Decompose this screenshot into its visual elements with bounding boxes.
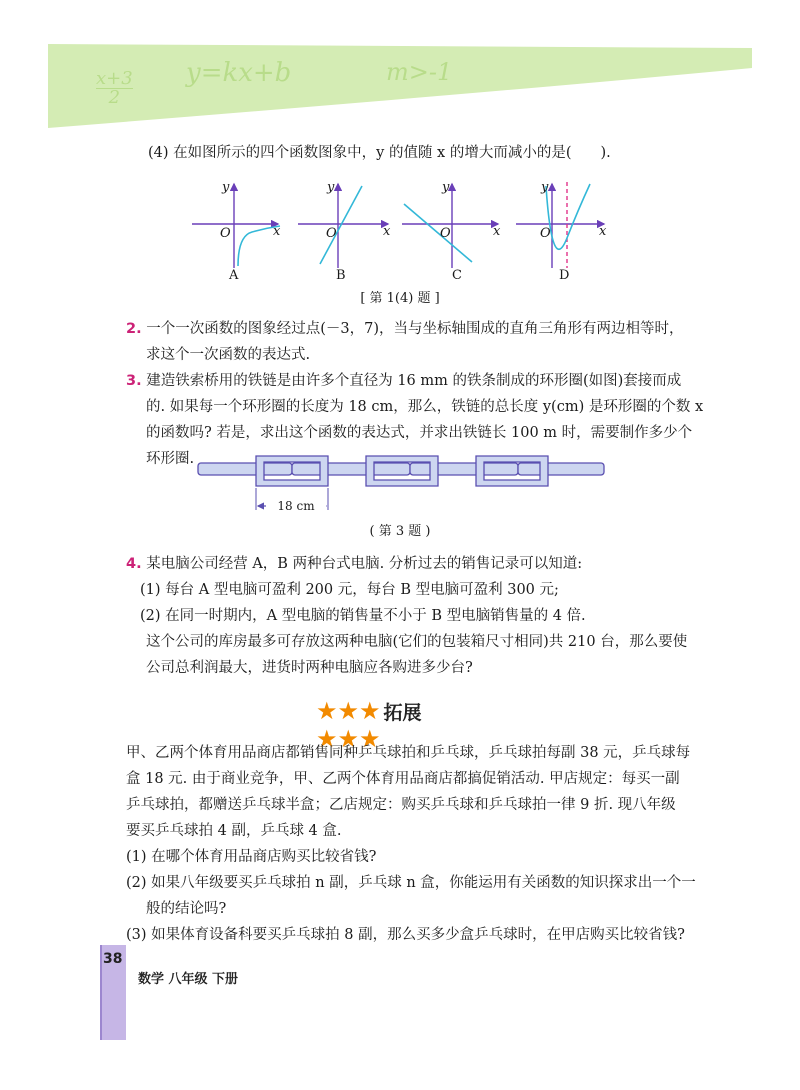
graph-c-label: C	[452, 268, 462, 283]
graph-a-origin: O	[220, 226, 231, 241]
header-formula-linear: y=kx+b	[186, 58, 292, 88]
star-icon-right: ★★★	[316, 725, 381, 753]
q2-line-1	[126, 316, 683, 342]
chain-link	[292, 463, 410, 475]
graph-d-x-label: x	[599, 224, 607, 239]
chain-figure	[196, 452, 606, 522]
q3-line-3: 的函数吗? 若是，求出这个函数的表达式，并求出铁链长 100 m 时，需要制作多少个	[146, 425, 693, 441]
graph-a	[192, 184, 280, 268]
graph-b-line	[320, 186, 362, 264]
q3-line-4: 环形圈.	[146, 451, 195, 467]
graph-d-origin: O	[540, 226, 551, 241]
graph-a-label: A	[229, 268, 239, 283]
q1-4-graphs	[180, 178, 620, 278]
q3-line-2: 的. 如果每一个环形圈的长度为 18 cm，那么，铁链的总长度 y(cm) 是环形圈的个数 x	[146, 399, 704, 415]
chain-link	[410, 463, 518, 475]
header-formula-numerator: x+3	[96, 68, 133, 89]
chain-link	[198, 463, 292, 475]
extension-heading	[316, 697, 486, 753]
chain-link	[518, 463, 604, 475]
chain-dimension-label: 18 cm	[266, 499, 326, 513]
q4-line-4: 这个公司的库房最多可存放这两种电脑(它们的包装箱尺寸相同)共 210 台，那么要使	[146, 634, 688, 650]
graph-c-line	[404, 204, 472, 262]
q2-number: 2.	[126, 321, 142, 337]
ext-sub-3: (3) 如果体育设备科要买乒乓球拍 8 副，那么买多少盒乒乓球时，在甲店购买比较省钱?	[126, 927, 685, 943]
header-band	[0, 0, 800, 140]
ext-line-3: 乒乓球拍，都赠送乒乓球半盒；乙店规定：购买乒乓球和乒乓球拍一律 9 折. 现八年级	[126, 797, 676, 813]
ext-sub-2a: (2) 如果八年级要买乒乓球拍 n 副，乒乓球 n 盒，你能运用有关函数的知识探求出一个一	[126, 875, 696, 891]
graph-b-origin: O	[326, 226, 337, 241]
ext-sub-1: (1) 在哪个体育用品商店购买比较省钱?	[126, 849, 377, 865]
graph-c-x-label: x	[493, 224, 501, 239]
page-number: 38	[103, 951, 123, 967]
q3-line-1	[126, 368, 681, 394]
q4-line-3: (2) 在同一时期内，A 型电脑的销售量不小于 B 型电脑销售量的 4 倍.	[140, 608, 586, 624]
star-icon-left: ★★★	[316, 697, 381, 725]
graph-c-y-label: y	[442, 180, 450, 195]
q4-number: 4.	[126, 556, 142, 572]
q1-4-text: (4) 在如图所示的四个函数图象中，y 的值随 x 的增大而减小的是( ).	[148, 145, 611, 161]
ext-line-1: 甲、乙两个体育用品商店都销售同种乒乓球拍和乒乓球，乒乓球拍每副 38 元，乒乓球每	[126, 745, 691, 761]
q4-line-2: (1) 每台 A 型电脑可盈利 200 元，每台 B 型电脑可盈利 300 元;	[140, 582, 559, 598]
q4-line-5: 公司总利润最大，进货时两种电脑应各购进多少台?	[146, 660, 473, 676]
ext-sub-2b: 般的结论吗?	[146, 901, 227, 917]
graph-d-label: D	[559, 268, 570, 283]
header-formula-denominator: 2	[96, 88, 133, 107]
book-title: 数学 八年级 下册	[138, 972, 239, 987]
q4-text-1: 某电脑公司经营 A，B 两种台式电脑. 分析过去的销售记录可以知道:	[146, 556, 583, 572]
q3-text-1: 建造铁索桥用的铁链是由许多个直径为 16 mm 的铁条制成的环形圈(如图)套接而成	[146, 373, 682, 389]
q4-line-1	[126, 551, 582, 577]
graph-b-label: B	[336, 268, 346, 283]
graph-b-y-label: y	[327, 180, 335, 195]
graph-b-x-label: x	[383, 224, 391, 239]
q3-number: 3.	[126, 373, 142, 389]
q2-line-2: 求这个一次函数的表达式.	[146, 347, 311, 363]
header-formula-fraction	[96, 70, 133, 107]
footer-tab-edge	[100, 945, 102, 1040]
graph-a-y-label: y	[222, 180, 230, 195]
q3-caption: ( 第 3 题 )	[369, 524, 431, 539]
header-formula-inequality: m>-1	[386, 58, 453, 86]
ext-line-4: 要买乒乓球拍 4 副，乒乓球 4 盒.	[126, 823, 342, 839]
q1-4-caption: [ 第 1(4) 题 ]	[360, 291, 440, 306]
graph-d-y-label: y	[541, 180, 549, 195]
graph-b	[298, 184, 391, 268]
graph-a-x-label: x	[273, 224, 281, 239]
ext-line-2: 盒 18 元. 由于商业竞争，甲、乙两个体育用品商店都搞促销活动. 甲店规定：每买一副	[126, 771, 680, 787]
q2-text-1: 一个一次函数的图象经过点(－3，7)，当与坐标轴围成的直角三角形有两边相等时，	[146, 321, 684, 337]
graph-c-origin: O	[440, 226, 451, 241]
graph-d	[516, 182, 607, 268]
extension-title: 拓展	[383, 702, 422, 724]
